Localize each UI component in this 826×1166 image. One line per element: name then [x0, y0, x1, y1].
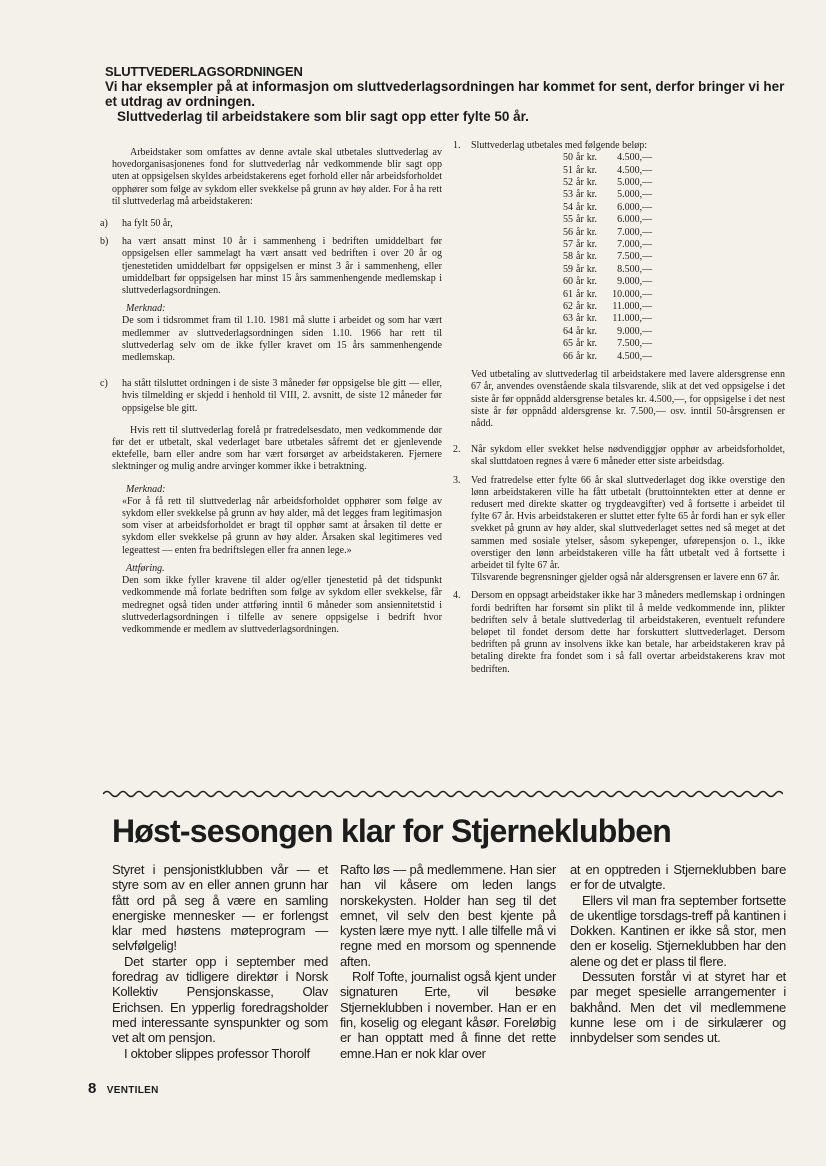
rate-amount: 5.000,—	[617, 189, 653, 201]
rate-unit: år	[576, 338, 584, 350]
condition-b-label: b)	[100, 236, 109, 248]
point-2-label: 2.	[453, 444, 461, 456]
article-col1-p1: Styret i pensjonistklubben vår — et styre som av en eller annen grunn har fått ord på seg å være en samling energiske mennesker — er forlengst klar med høstens møteprogram — selvfølgelig!	[112, 862, 328, 954]
point-3-extra: Tilsvarende begrensninger gjelder også når aldersgrensen er lavere enn 67 år.	[471, 572, 780, 584]
rate-unit: år	[576, 276, 584, 288]
page-number: 8	[88, 1080, 97, 1097]
rate-row	[563, 264, 655, 276]
rate-row	[563, 251, 655, 263]
section-title: SLUTTVEDERLAGSORDNINGEN	[105, 64, 303, 79]
section-intro: Vi har eksempler på at informasjon om sluttvederlagsordningen har kommet for sent, derfor bringer vi her et utdrag av ordningen.	[105, 79, 785, 109]
rate-age: 63	[563, 313, 573, 325]
rate-age: 65	[563, 338, 573, 350]
article-column-3	[570, 862, 786, 1046]
rate-age: 53	[563, 189, 573, 201]
point-1-text: Sluttvederlag utbetales med følgende beløp:	[471, 140, 648, 151]
rate-amount: 11.000,—	[612, 301, 653, 313]
rate-row	[563, 239, 655, 251]
rate-age: 58	[563, 251, 573, 263]
point-3	[455, 475, 785, 585]
condition-a	[100, 218, 442, 230]
rate-cur: kr.	[586, 214, 598, 226]
rate-amount: 6.000,—	[617, 214, 653, 226]
point-3-label: 3.	[453, 474, 461, 486]
rate-row	[563, 326, 655, 338]
rate-unit: år	[576, 201, 584, 213]
note1-text: De som i tidsrommet fram til 1.10. 1981 må slutte i arbeidet og som har vært medlemmer av sluttvederlagsordningen siden 1.10. 1966 har rett til sluttvederlag selv om de ikke fyller kravet om 15 års sammenhengende medlemskap.	[122, 315, 442, 364]
rate-amount: 4.500,—	[617, 164, 653, 176]
rate-age: 60	[563, 276, 573, 288]
rate-row	[563, 313, 655, 325]
rate-cur: kr.	[586, 201, 598, 213]
rate-row	[563, 152, 655, 164]
condition-c-label: c)	[100, 378, 108, 390]
rate-age: 59	[563, 263, 573, 275]
rate-unit: år	[576, 313, 584, 325]
article-column-2	[340, 862, 556, 1061]
rate-age: 54	[563, 201, 573, 213]
rate-row	[563, 289, 655, 301]
rate-age: 66	[563, 350, 573, 362]
rate-age: 50	[563, 152, 573, 164]
point-1-after: Ved utbetaling av sluttvederlag til arbeidstakere med lavere aldersgrense enn 67 år, anvendes ovenstående skala tilsvarende, slik at det ved oppsigelse i det siste år før oppnådd aldersgrense betales kr. 4.500,—, for oppsigelse i det nest siste år før oppnådd aldersgrense kr. 7.500,— osv. inntil 50-årsgrensen er nådd.	[471, 369, 785, 429]
article-col3-p1: at en opptreden i Stjerneklubben bare er for de utvalgte.	[570, 862, 786, 893]
rate-age: 62	[563, 301, 573, 313]
rate-cur: kr.	[586, 325, 598, 337]
section-subtitle: Sluttvederlag til arbeidstakere som blir sagt opp etter fylte 50 år.	[117, 109, 529, 124]
rate-amount: 8.500,—	[617, 263, 653, 275]
right-column	[455, 140, 785, 676]
rate-amount: 7.500,—	[617, 338, 653, 350]
point-4-label: 4.	[453, 590, 461, 602]
rate-row	[563, 227, 655, 239]
rate-amount: 5.000,—	[617, 177, 653, 189]
article-column-1	[112, 862, 328, 1061]
note1-title: Merknad:	[126, 303, 166, 315]
rate-cur: kr.	[586, 226, 598, 238]
point-4-text: Dersom en oppsagt arbeidstaker ikke har 3 måneders medlemskap i ordningen fordi bedriften har forsømt sin plikt til å melde vedkommende inn, plikter bedriften selv å betale sluttvederlag til arbeidstakeren, eventuelt refundere beløpet til fondet dersom dette har forskuttert sluttvederlaget. Dersom bedriften på grunn av insolvens ikke kan betale, har arbeidstakeren krav på betaling direkte fra fondet som i så fall overtar arbeidstakerens krav mot bedriften.	[471, 590, 785, 675]
left-intro: Arbeidstaker som omfattes av denne avtale skal utbetales sluttvederlag av hovedorganisasjonenes fond for sluttvederlag når vedkommende blir sagt opp uten at oppsigelsen skyldes arbeidstakerens eget forhold eller når arbeidsforholdet opphører som følge av sykdom eller svekkelse på grunn av høy alder. For å ha rett til sluttvederlag må arbeidstakeren:	[112, 147, 442, 207]
article-col2-p1: Rafto løs — på medlemmene. Han sier han vil kåsere om leden langs norskekysten. Holder han seg til det emnet, vil selv den best kjente på kysten lære mye nytt. I alle tilfelle må vi regne med en morsom og spennende aften.	[340, 862, 556, 969]
article-col1-p3: I oktober slippes professor Thorolf	[124, 1045, 310, 1061]
rate-cur: kr.	[586, 251, 598, 263]
point-3-text: Ved fratredelse etter fylte 66 år skal sluttvederlaget dog ikke overstige den lønn arbeidstakeren ville ha fått utbetalt (bruttoinntekten etter at denne er redusert med direkte skatter og trygdeavgifter) ved å fortsette i arbeidet til fylte 67 år. Hvis arbeidstakeren er sluttet etter fylte 65 år fordi han er syk eller svekket på grunn av høy alder, skal sluttvederlaget settes ned så meget at det sammen med sosiale ytelser, såsom sykepenger, uførepensjon o. l., ikke overstiger den lønn arbeidstakeren ville ha fått utbetalt ved å fortsette i arbeidet til fylte 67 år.	[471, 474, 785, 571]
condition-a-label: a)	[100, 218, 108, 230]
wavy-divider	[103, 788, 783, 800]
rates-table	[563, 152, 655, 363]
condition-b-text: ha vært ansatt minst 10 år i sammenheng i bedriften umiddelbart før oppsigelsen eller sammelagt ha vært ansatt ved bedriften i over 20 år og tjenestetiden umiddelbart før oppsigelsen er minst 3 år i sammenheng, eller umiddelbart før oppsigelsen har minst 15 års sammenhengende medlemskap i sluttvederlagsordningen.	[122, 236, 442, 297]
rate-amount: 11.000,—	[612, 313, 653, 325]
rate-unit: år	[576, 226, 584, 238]
rate-row	[563, 214, 655, 226]
rate-row	[563, 177, 655, 189]
rate-unit: år	[576, 177, 584, 189]
rate-unit: år	[576, 214, 584, 226]
rate-unit: år	[576, 288, 584, 300]
rate-unit: år	[576, 189, 584, 201]
article-col2-p2: Rolf Tofte, journalist også kjent under signaturen Erte, vil besøke Stjerneklubben i november. Han er en fin, koselig og elegant kåsør. Foreløbig er han opptatt med å finne det rette emne.Han er nok klar over	[340, 969, 556, 1061]
rate-unit: år	[576, 325, 584, 337]
condition-c	[100, 378, 442, 415]
rate-cur: kr.	[586, 239, 598, 251]
rate-unit: år	[576, 263, 584, 275]
rate-amount: 9.000,—	[617, 276, 653, 288]
rate-row	[563, 276, 655, 288]
rate-cur: kr.	[586, 164, 598, 176]
rate-amount: 4.500,—	[617, 152, 653, 164]
point-2-text: Når sykdom eller svekket helse nødvendiggjør opphør av arbeidsforholdet, skal sluttdatoen regnes å være 6 måneder etter siste arbeidsdag.	[471, 444, 785, 468]
rate-age: 52	[563, 177, 573, 189]
rate-cur: kr.	[586, 350, 598, 362]
rate-amount: 7.000,—	[617, 239, 653, 251]
rate-cur: kr.	[586, 177, 598, 189]
rate-row	[563, 165, 655, 177]
rate-amount: 9.000,—	[617, 325, 653, 337]
rate-unit: år	[576, 239, 584, 251]
point-4	[455, 590, 785, 675]
article-headline: Høst-sesongen klar for Stjerneklubben	[112, 813, 671, 849]
condition-b	[100, 236, 442, 297]
rate-amount: 6.000,—	[617, 201, 653, 213]
rate-amount: 7.000,—	[617, 226, 653, 238]
left-para2: Hvis rett til sluttvederlag forelå pr fratredelsesdato, men vedkommende dør før det er utbetalt, skal vederlaget bare utbetales såfremt det er gjenlevende ektefelle, barn eller andre som har vært forsørget av arbeidstakeren. Fjernere slektninger og mulig andre arvinger kommer ikke i betraktning.	[112, 424, 442, 473]
rate-age: 57	[563, 239, 573, 251]
rate-cur: kr.	[586, 189, 598, 201]
article-col1-p2: Det starter opp i september med foredrag av tidligere direktør i Norsk Kollektiv Pensjonskasse, Olav Erichsen. En ypperlig foredragsholder med interessante synspunkter og som vet alt om pensjon.	[112, 953, 328, 1046]
condition-c-text: ha stått tilsluttet ordningen i de siste 3 måneder før oppsigelse ble gitt — eller, hvis tilmelding er skjedd i henhold til VIII, 2. avsnitt, de siste 12 måneder før oppsigelse ble gitt.	[122, 378, 442, 414]
article-col3-p2: Ellers vil man fra september fortsette de ukentlige torsdags-treff på kantinen i Dokken. Kantinen er ikke så stor, men den er koselig. Stjerneklubben har den alene og det er plass til flere.	[570, 892, 786, 969]
rate-age: 61	[563, 288, 573, 300]
rate-cur: kr.	[586, 288, 598, 300]
rate-amount: 4.500,—	[617, 350, 653, 362]
rate-cur: kr.	[586, 276, 598, 288]
rate-unit: år	[576, 164, 584, 176]
rate-row	[563, 338, 655, 350]
magazine-name: VENTILEN	[106, 1085, 159, 1096]
rate-cur: kr.	[586, 301, 598, 313]
condition-a-text: ha fylt 50 år,	[122, 218, 173, 230]
rate-unit: år	[576, 350, 584, 362]
rate-row	[563, 189, 655, 201]
rate-age: 64	[563, 325, 573, 337]
note2-title: Merknad:	[126, 483, 166, 495]
rate-amount: 10.000,—	[612, 288, 653, 300]
note2-text: «For å få rett til sluttvederlag når arbeidsforholdet opphører som følge av sykdom eller svekkelse på grunn av høy alder, må det legges fram legitimasjon som viser at arbeidsforholdet er bragt til opphør samt at årsaken til dette er sykdom eller svekkelse på grunn av høy alder. Årsaken skal legitimeres ved legeattest — enten fra bedriftslegen eller fra annen lege.»	[122, 495, 442, 556]
page-footer	[88, 1080, 159, 1098]
point-2	[455, 444, 785, 468]
rate-row	[563, 351, 655, 363]
section-header	[105, 65, 785, 124]
rate-age: 56	[563, 226, 573, 238]
rate-unit: år	[576, 152, 584, 164]
rate-cur: kr.	[586, 152, 598, 164]
rate-unit: år	[576, 301, 584, 313]
rate-unit: år	[576, 251, 584, 263]
note3-text: Den som ikke fyller kravene til alder og/eller tjenestetid på det tidspunkt vedkommende må forlate bedriften som følge av sykdom eller svekkelse, får medregnet også tiden under attføring inntil 6 måneder som ansiennitetstid i sluttvederlagsordningen i tilfelle av senere oppsigelse i bedrift hvor vedkommende er medlem av sluttvederlagsordningen.	[122, 575, 442, 635]
article-col3-p3: Dessuten forstår vi at styret har et par meget spesielle arrangementer i bakhånd. Men det vil medlemmene kunne lese om i de sirkulærer og innbydelser som sendes ut.	[570, 969, 786, 1046]
rate-age: 51	[563, 164, 573, 176]
rate-cur: kr.	[586, 263, 598, 275]
point-1	[455, 140, 785, 152]
rate-cur: kr.	[586, 313, 598, 325]
rate-cur: kr.	[586, 338, 598, 350]
rate-row	[563, 301, 655, 313]
point-1-label: 1.	[453, 140, 461, 151]
note3-title: Attføring.	[126, 562, 165, 574]
rate-row	[563, 202, 655, 214]
rate-amount: 7.500,—	[617, 251, 653, 263]
left-column	[100, 147, 442, 636]
rate-age: 55	[563, 214, 573, 226]
